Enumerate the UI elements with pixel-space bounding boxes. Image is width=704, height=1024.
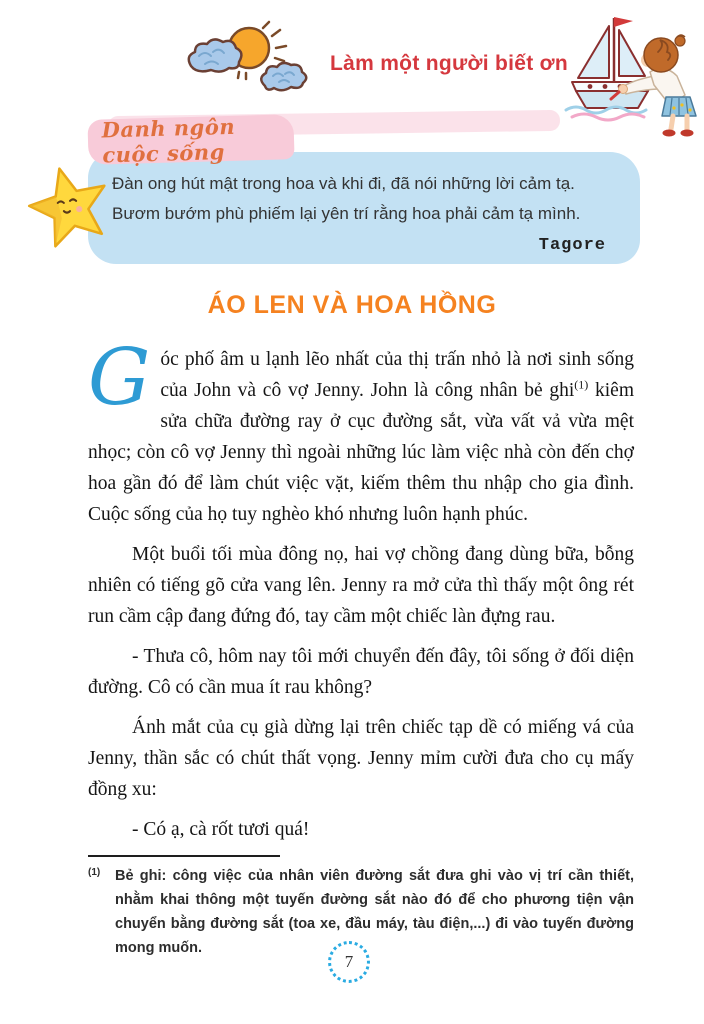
story-paragraph: Ánh mắt của cụ già dừng lại trên chiếc tạp dề có miếng vá của Jenny, thần sắc có chút thất vọng. Jenny mỉm cười đưa cho cụ mấy đồng xu:: [88, 717, 634, 800]
footnote-marker: (1): [88, 867, 101, 878]
star-icon: [23, 159, 117, 253]
footnote-divider: [88, 855, 280, 857]
story-paragraph: [88, 333, 634, 530]
page-number: 7: [328, 941, 370, 983]
story-title: ÁO LEN VÀ HOA HỒNG: [207, 291, 497, 319]
quote-attribution: Tagore: [538, 236, 606, 255]
quote-line: Đàn ong hút mật trong hoa và khi đi, đã nói những lời cảm tạ.: [112, 174, 575, 193]
footnote-text: Bẻ ghi: công việc của nhân viên đường sắt đưa ghi vào vị trí cần thiết, nhằm khai thông một tuyến đường sắt nào đó để cho phương tiện vận chuyển bằng đường sắt (toa xe, đầu máy, tàu điện,...) đi vào tuyến đường mong muốn.: [115, 868, 634, 956]
quote-line: Bươm bướm phù phiếm lại yên trí rằng hoa phải cảm tạ mình.: [112, 204, 581, 223]
quote-box: [88, 152, 640, 264]
paragraph-text: kiêm sửa chữa đường ray ở cục đường sắt, vừa vất vả vừa mệt nhọc; còn cô vợ Jenny thì ngoài những lúc làm việc nhà còn đến chợ hoa gần đó để làm chút việc vặt, kiếm thêm thu nhập cho gia đình. Cuộc sống của họ tuy nghèo khó nhưng luôn hạnh phúc.: [88, 380, 634, 525]
chapter-title: Làm một người biết ơn: [330, 52, 569, 75]
story-paragraph: - Có ạ, cà rốt tươi quá!: [132, 819, 310, 840]
quote-banner: [87, 114, 294, 165]
quote-banner-label: Danh ngôn cuộc sống: [101, 113, 236, 167]
sun-clouds-icon: [183, 20, 321, 100]
footnote-ref: (1): [574, 377, 589, 392]
story-paragraph: Một buổi tối mùa đông nọ, hai vợ chồng đang dùng bữa, bỗng nhiên có tiếng gõ cửa vang lên. Jenny ra mở cửa thì thấy một ông rét run cầm cập đang đứng đó, tay cầm một chiếc làn đựng rau.: [88, 544, 634, 627]
story-body: [88, 333, 634, 854]
paragraph-text: óc phố âm u lạnh lẽo nhất của thị trấn nhỏ là nơi sinh sống của John và cô vợ Jenny. John là công nhân bẻ ghi: [160, 349, 634, 401]
drop-cap: G: [88, 333, 151, 423]
story-paragraph: - Thưa cô, hôm nay tôi mới chuyển đến đây, tôi sống ở đối diện đường. Cô có cần mua ít rau không?: [88, 646, 634, 698]
